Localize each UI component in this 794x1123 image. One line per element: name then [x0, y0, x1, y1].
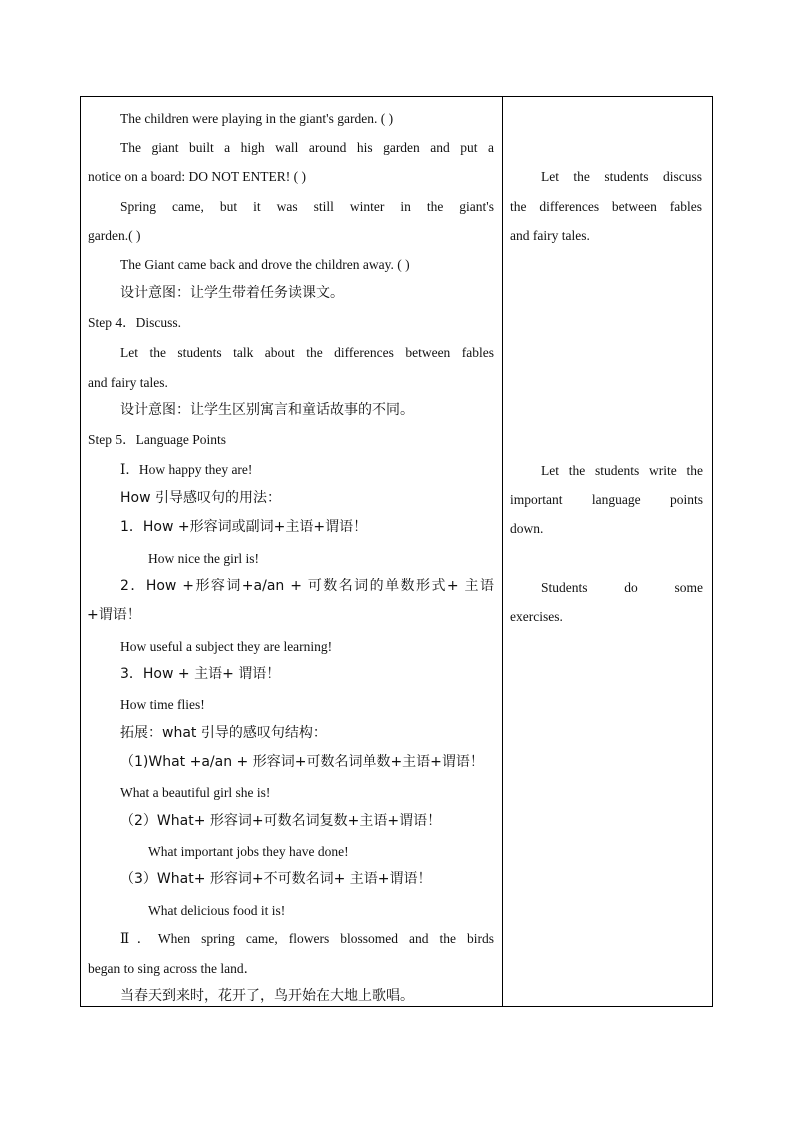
how-rule-1: 1．How +形容词或副词+主语+谓语！: [120, 519, 368, 535]
teacher-note-1-line-1: Let the students discuss: [541, 169, 702, 184]
how-example-1: How nice the girl is!: [148, 551, 259, 566]
student-activity-line-1: Students do some: [541, 580, 703, 595]
what-extension-heading: 拓展：what 引导的感叹句结构：: [120, 725, 327, 741]
question-2-line-2: notice on a board: DO NOT ENTER! ( ): [88, 169, 306, 184]
step-4-heading: Step 4．Discuss.: [88, 315, 182, 330]
how-example-2: How useful a subject they are learning!: [120, 639, 333, 654]
how-rule-3: 3．How + 主语+ 谓语！: [120, 666, 281, 682]
question-2-line-1: The giant built a high wall around his garden and put a: [120, 140, 494, 155]
what-example-1: What a beautiful girl she is!: [120, 785, 271, 800]
teacher-note-1-line-2: the differences between fables: [510, 199, 702, 214]
language-point-2-line-2: began to sing across the land．: [88, 961, 258, 976]
teacher-note-2-line-3: down.: [510, 521, 544, 536]
how-rule-2-line-2: +谓语！: [87, 607, 141, 623]
how-rule-2-line-1: 2．How +形容词+a/an + 可数名词的单数形式+ 主语: [120, 578, 494, 594]
what-rule-3: （3）What+ 形容词+不可数名词+ 主语+谓语！: [120, 871, 432, 887]
question-3-line-2: garden.( ): [88, 228, 141, 243]
language-point-2-line-1: Ⅱ．When spring came, flowers blossomed and the birds: [120, 931, 494, 946]
language-point-1: Ⅰ．How happy they are!: [120, 462, 253, 477]
what-rule-2: （2）What+ 形容词+可数名词复数+主语+谓语！: [120, 813, 442, 829]
step-5-heading: Step 5．Language Points: [88, 432, 226, 447]
lesson-plan-table: [80, 96, 713, 1007]
column-divider: [502, 97, 503, 1006]
how-example-3: How time flies!: [120, 697, 205, 712]
design-intent-2: 设计意图：让学生区别寓言和童话故事的不同。: [120, 402, 414, 418]
student-activity-line-2: exercises.: [510, 609, 563, 624]
teacher-note-1-line-3: and fairy tales.: [510, 228, 590, 243]
what-rule-1: （1)What +a/an + 形容词+可数名词单数+主语+谓语！: [120, 754, 484, 770]
teacher-note-2-line-1: Let the students write the: [541, 463, 703, 478]
question-1: The children were playing in the giant's garden. ( ): [120, 111, 394, 126]
question-3-line-1: Spring came, but it was still winter in the giant's: [120, 199, 494, 214]
how-usage-heading: How 引导感叹句的用法：: [120, 490, 281, 506]
discuss-line-2: and fairy tales.: [88, 375, 168, 390]
design-intent-1: 设计意图：让学生带着任务读课文。: [120, 285, 344, 301]
what-example-2: What important jobs they have done!: [148, 844, 349, 859]
translation-line: 当春天到来时，花开了，鸟开始在大地上歌唱。: [120, 988, 414, 1004]
question-4: The Giant came back and drove the children away. ( ): [120, 257, 410, 272]
what-example-3: What delicious food it is!: [148, 903, 286, 918]
discuss-line-1: Let the students talk about the differences between fables: [120, 345, 494, 360]
teacher-note-2-line-2: important language points: [510, 492, 703, 507]
